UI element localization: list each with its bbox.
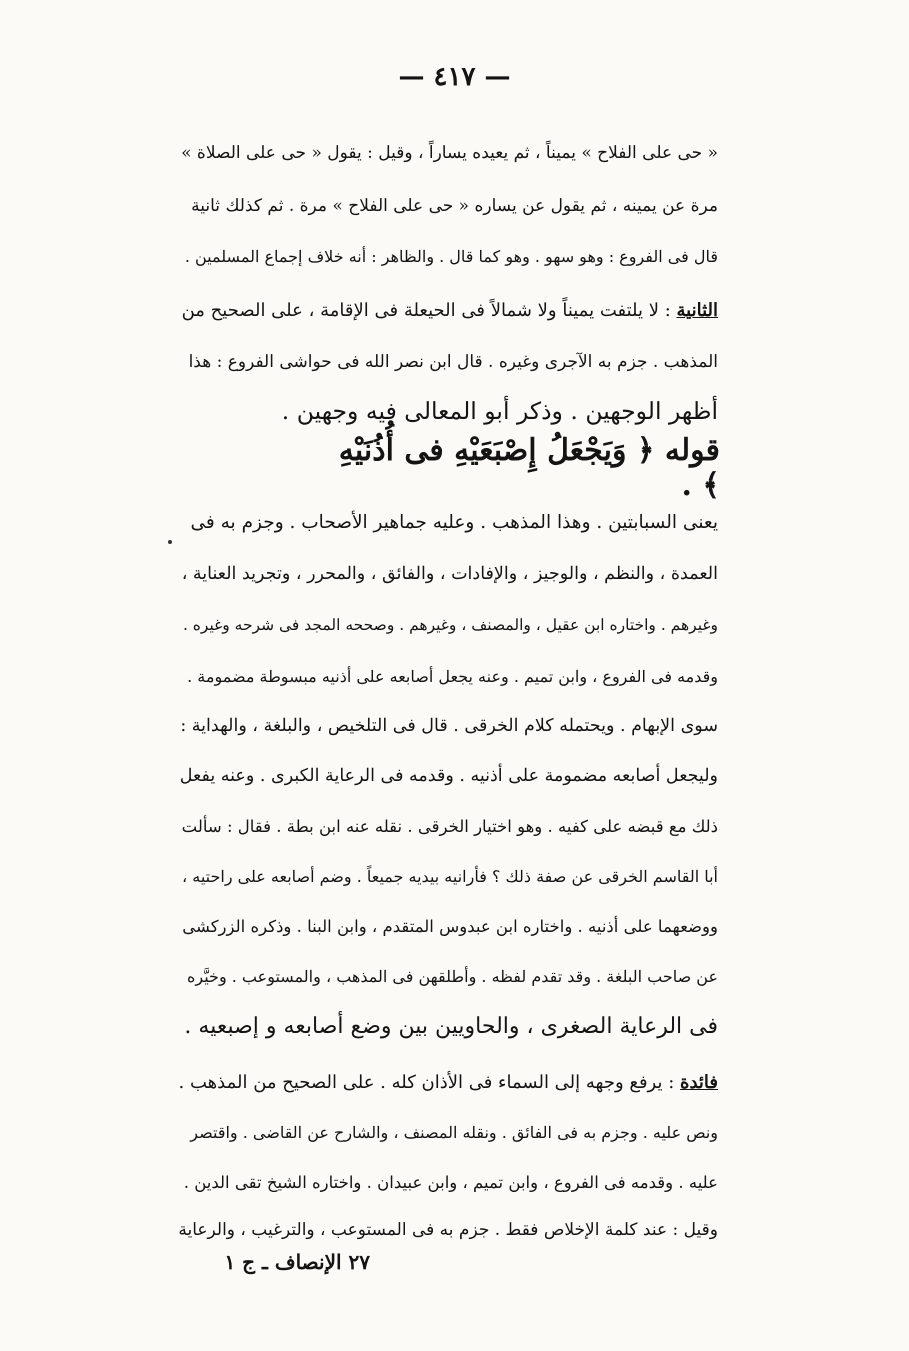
paragraph3-line-6: وليجعل أصابعه مضمومة على أذنيه . وقدمه فى الرعاية الكبرى . وعنه يفعل xyxy=(179,766,718,786)
paragraph3-line-7: ذلك مع قبضه على كفيه . وهو اختيار الخرقى . نقله عنه ابن بطة . فقال : سألت xyxy=(181,816,718,836)
paragraph4-line-1-text: : يرفع وجهه إلى السماء فى الأذان كله . على الصحيح من المذهب . xyxy=(178,1071,681,1093)
paragraph4-lead: فائدة xyxy=(680,1071,718,1093)
ink-dot xyxy=(168,540,172,544)
paragraph2-line-1-text: : لا يلتفت يميناً ولا شمالاً فى الحيعلة فى الإقامة ، على الصحيح من xyxy=(181,299,677,321)
paragraph4-line-1 xyxy=(178,1056,718,1108)
paragraph4-line-3: عليه . وقدمه فى الفروع ، وابن تميم ، وابن عبيدان . واختاره الشيخ تقى الدين . xyxy=(183,1172,718,1192)
paragraph3-line-9: ووضعهما على أذنيه . واختاره ابن عبدوس المتقدم ، وابن البنا . وذكره الزركشى xyxy=(182,916,718,936)
paragraph1-line-1: « حى على الفلاح » يميناً ، ثم يعيده يساراً ، وقيل : يقول « حى على الصلاة » xyxy=(181,143,718,163)
paragraph3-line-10: عن صاحب البلغة . وقد تقدم لفظه . وأطلقهن فى المذهب ، والمستوعب . وخيَّره xyxy=(187,966,718,986)
paragraph3-line-11: فى الرعاية الصغرى ، والحاويين بين وضع أصابعه و إصبعيه . xyxy=(184,1013,718,1039)
paragraph3-line-4: وقدمه فى الفروع ، وابن تميم . وعنه يجعل أصابعه على أذنيه مبسوطة مضمومة . xyxy=(187,666,718,686)
signature-footer: ٢٧ الإنصاف ـ ج ١ xyxy=(224,1250,370,1274)
paragraph1-line-3: قال فى الفروع : وهو سهو . وهو كما قال . والظاهر : أنه خلاف إجماع المسلمين . xyxy=(184,246,718,266)
paragraph2-lead: الثانية xyxy=(676,299,718,321)
page-number: — ٤١٧ — xyxy=(398,62,511,92)
paragraph2-line-3: أظهر الوجهين . وذكر أبو المعالى فيه وجهين . xyxy=(281,397,718,425)
paragraph1-line-2: مرة عن يمينه ، ثم يقول عن يساره « حى على الفلاح » مرة . ثم كذلك ثانية xyxy=(191,196,718,216)
paragraph2-line-1 xyxy=(178,284,718,336)
paragraph3-line-1: يعنى السبابتين . وهذا المذهب . وعليه جماهير الأصحاب . وجزم به فى xyxy=(190,511,718,533)
paragraph4-line-4: وقيل : عند كلمة الإخلاص فقط . جزم به فى المستوعب ، والترغيب ، والرعاية xyxy=(178,1220,718,1240)
paragraph3-line-3: وغيرهم . واختاره ابن عقيل ، والمصنف ، وغيرهم . وصححه المجد فى شرحه وغيره . xyxy=(182,616,718,634)
paragraph3-line-5: سوى الإبهام . ويحتمله كلام الخرقى . قال فى التلخيص ، والبلغة ، والهداية : xyxy=(180,716,718,736)
paragraph3-line-2: العمدة ، والنظم ، والوجيز ، والإفادات ، والفائق ، والمحرر ، وتجريد العناية ، xyxy=(181,564,718,584)
paragraph2-line-2: المذهب . جزم به الآجرى وغيره . قال ابن نصر الله فى حواشى الفروع : هذا xyxy=(188,352,718,372)
section-heading: قوله ﴿ وَيَجْعَلُ إِصْبَعَيْهِ فى أُذُنَيْهِ ﴾ . xyxy=(338,433,720,503)
paragraph3-line-8: أبا القاسم الخرقى عن صفة ذلك ؟ فأرانيه بيديه جميعاً . وضم أصابعه على راحتيه ، xyxy=(182,866,718,886)
paragraph4-line-2: ونص عليه . وجزم به فى الفائق . ونقله المصنف ، والشارح عن القاضى . واقتصر xyxy=(190,1122,718,1142)
